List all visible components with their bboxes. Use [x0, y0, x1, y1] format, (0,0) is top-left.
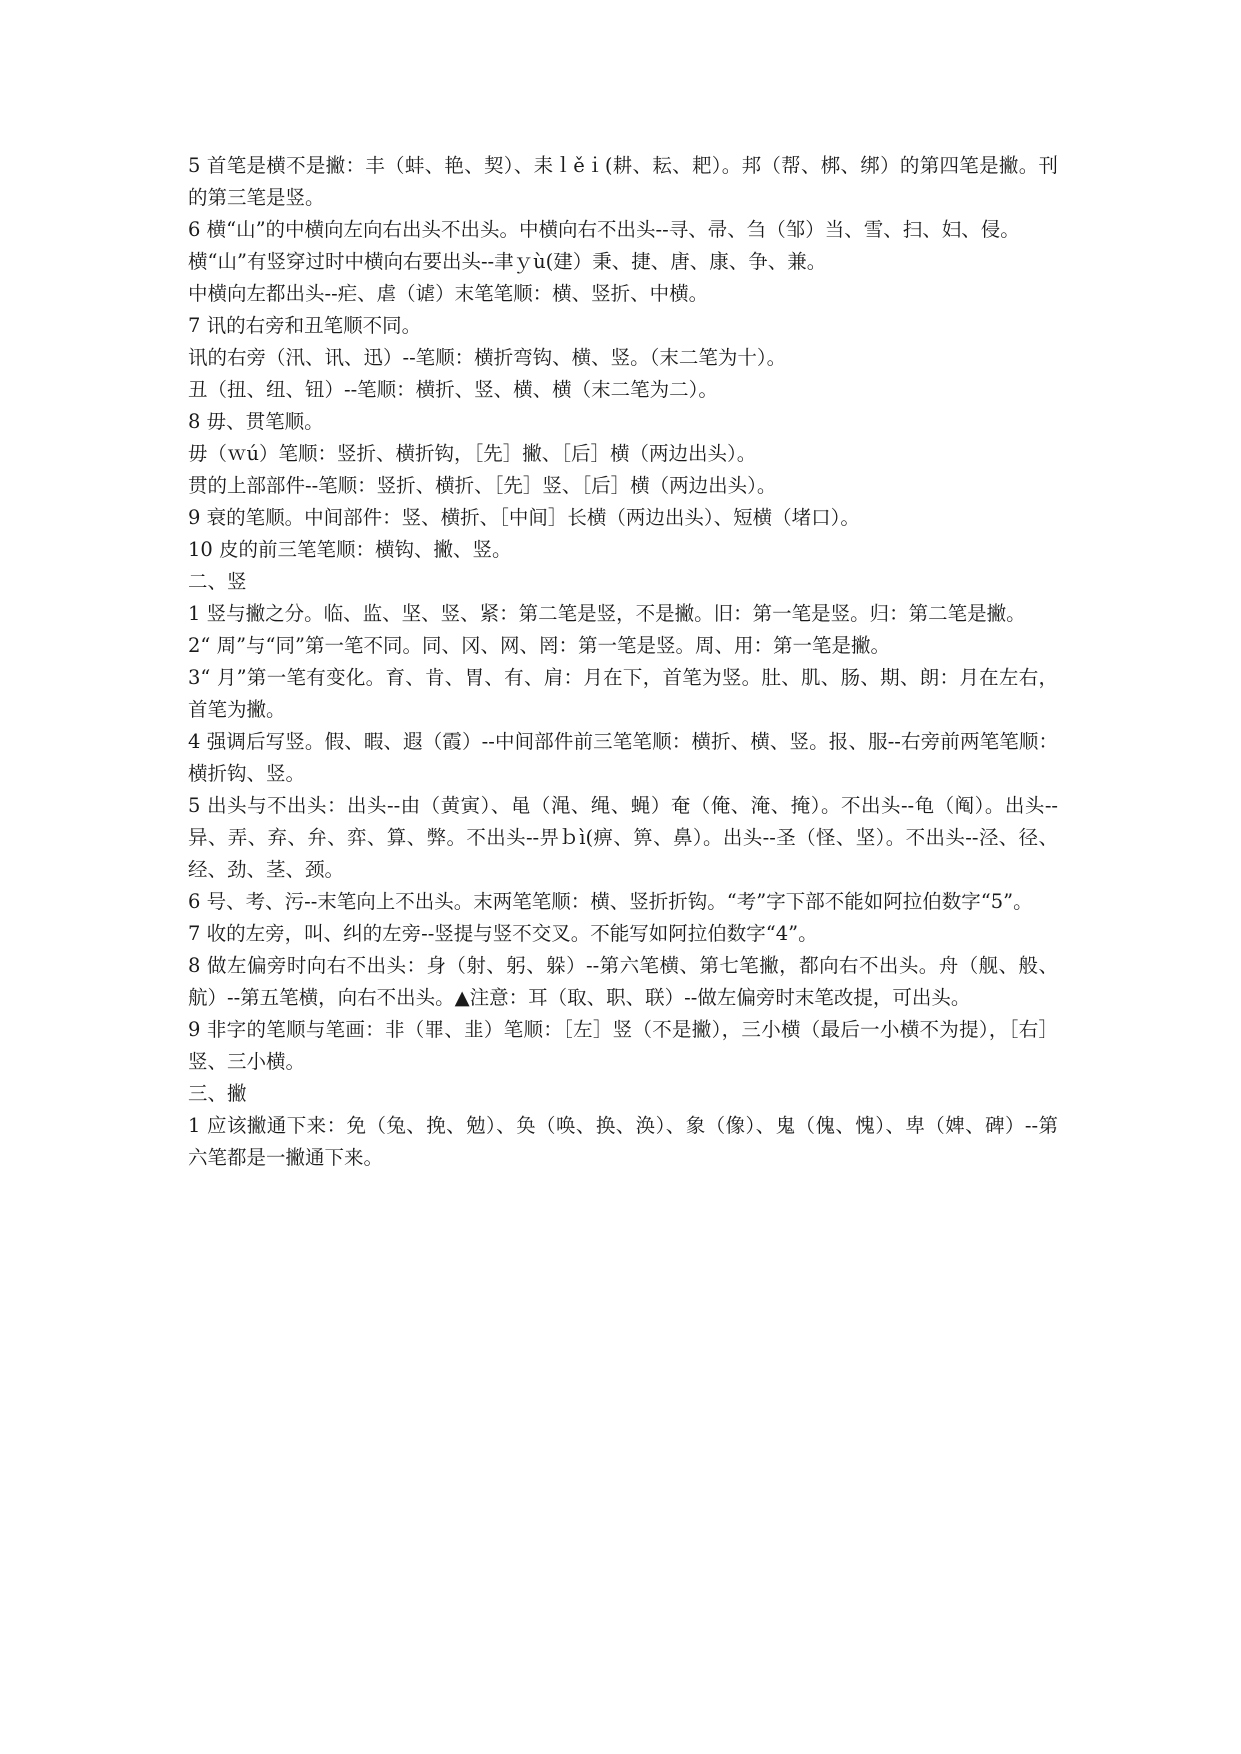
paragraph: 8 做左偏旁时向右不出头：身（射、躬、躲）--第六笔横、第七笔撇，都向右不出头。舟（舰、般、航）--第五笔横，向右不出头。▲注意：耳（取、职、联）--做左偏旁时末笔改提，可出头。 — [188, 954, 1058, 1009]
section-heading: 三、撇 — [188, 1082, 247, 1105]
paragraph: 7 讯的右旁和丑笔顺不同。 — [188, 314, 422, 337]
paragraph: 3“ 月”第一笔有变化。育、肯、胃、有、肩：月在下，首笔为竖。肚、肌、肠、期、朗：月在左右，首笔为撇。 — [188, 666, 1058, 721]
paragraph: 4 强调后写竖。假、暇、遐（霞）--中间部件前三笔笔顺：横折、横、竖。报、服--右旁前两笔笔顺：横折钩、竖。 — [188, 730, 1058, 785]
paragraph: 丑（扭、纽、钮）--笔顺：横折、竖、横、横（末二笔为二）。 — [188, 378, 718, 401]
paragraph: 8 毋、贯笔顺。 — [188, 410, 324, 433]
paragraph: 中横向左都出头--疟、虐（谑）末笔笔顺：横、竖折、中横。 — [188, 282, 709, 305]
paragraph: 1 竖与撇之分。临、监、坚、竖、紧：第二笔是竖，不是撇。旧：第一笔是竖。归：第二笔是撇。 — [188, 602, 1026, 625]
paragraph: 10 皮的前三笔笔顺：横钩、撇、竖。 — [188, 538, 512, 561]
paragraph: 5 出头与不出头：出头--由（黄寅）、黾（渑、绳、蝇）奄（俺、淹、掩）。不出头--龟（阄）。出头--异、弄、弃、弁、弈、算、弊。不出头--畀ｂì(痹、箅、鼻）。出头--圣（怪、坚）。不出头--泾、径、经、劲、茎、颈。 — [188, 794, 1058, 881]
paragraph: 毋（ｗú）笔顺：竖折、横折钩，［先］撇、［后］横（两边出头）。 — [188, 442, 757, 465]
paragraph: 7 收的左旁，叫、纠的左旁--竖提与竖不交叉。不能写如阿拉伯数字“4”。 — [188, 922, 818, 945]
paragraph: 讯的右旁（汛、讯、迅）--笔顺：横折弯钩、横、竖。（末二笔为十）。 — [188, 346, 787, 369]
paragraph: 9 非字的笔顺与笔画：非（罪、韭）笔顺：［左］竖（不是撇），三小横（最后一小横不为提），［右］竖、三小横。 — [188, 1018, 1058, 1073]
paragraph: 9 衰的笔顺。中间部件：竖、横折、［中间］长横（两边出头）、短横（堵口）。 — [188, 506, 860, 529]
paragraph: 横“山”有竖穿过时中横向右要出头--聿ｙù(建）秉、捷、唐、康、争、兼。 — [188, 250, 827, 273]
paragraph: 6 横“山”的中横向左向右出头不出头。中横向右不出头--寻、帚、刍（邹）当、雪、扫、妇、侵。 — [188, 218, 1020, 241]
document-body — [188, 150, 1058, 1174]
paragraph: 1 应该撇通下来：免（兔、挽、勉）、奂（唤、换、涣）、象（像）、鬼（傀、愧）、卑（婢、碑）--第六笔都是一撇通下来。 — [188, 1114, 1058, 1169]
section-heading: 二、竖 — [188, 570, 247, 593]
paragraph: 2“ 周”与“同”第一笔不同。同、冈、网、罔：第一笔是竖。周、用：第一笔是撇。 — [188, 634, 890, 657]
paragraph: 5 首笔是横不是撇：丰（蚌、艳、契）、耒ｌěｉ(耕、耘、耙）。邦（帮、梆、绑）的第四笔是撇。刊的第三笔是竖。 — [188, 154, 1058, 209]
paragraph: 6 号、考、污--末笔向上不出头。末两笔笔顺：横、竖折折钩。“考”字下部不能如阿拉伯数字“5”。 — [188, 890, 1033, 913]
paragraph: 贯的上部部件--笔顺：竖折、横折、［先］竖、［后］横（两边出头）。 — [188, 474, 777, 497]
